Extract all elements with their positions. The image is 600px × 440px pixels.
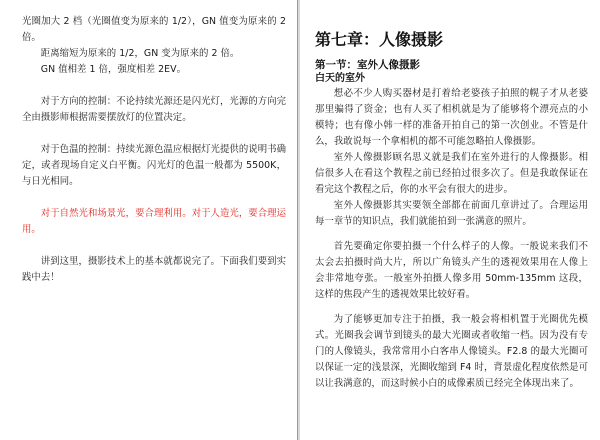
paragraph-outdoor-definition: 室外人像摄影顾名思义就是我们在室外进行的人像摄影。相信很多人在看这个教程之前已经拍过很多次了。但是我敢保证在看完这个教程之后，你的水平会有很大的进步。	[315, 152, 588, 195]
paragraph-conclusion: 讲到这里，摄影技术上的基本就都说完了。下面我们要到实践中去！	[22, 256, 286, 283]
paragraph-direction-control: 对于方向的控制：不论持续光源还是闪光灯，光源的方向完全由摄影师根据需要摆放灯的位置决定。	[22, 96, 286, 123]
paragraph-key-points: 室外人像摄影其实要领全部都在前面几章讲过了。合理运用每一章节的知识点，我们就能拍到一张满意的照片。	[315, 200, 588, 227]
section-title: 第一节：室外人像摄影	[315, 59, 420, 71]
paragraph-aperture-gn: 光圈加大 2 档（光圈值变为原来的 1/2），GN 值变为原来的 2 倍。	[22, 16, 286, 43]
chapter-title: 第七章：人像摄影	[315, 30, 444, 49]
paragraph-distance-gn: 距离缩短为原来的 1/2，GN 变为原来的 2 倍。	[40, 48, 240, 59]
paragraph-gn-ev: GN 值相差 1 倍，强度相差 2EV。	[40, 64, 187, 75]
page-divider	[297, 0, 300, 440]
paragraph-natural-light-highlight: 对于自然光和场景光，要合理利用。对于人造光，要合理运用。	[22, 208, 286, 235]
right-page	[301, 0, 600, 440]
sub-title: 白天的室外	[315, 73, 365, 84]
paragraph-lens-choice: 首先要确定你要拍摄一个什么样子的人像。一般说来我们不太会去拍摄时尚大片，所以广角镜头产生的透视效果用在人像上会非常地夸张。一般室外拍摄人像多用 50mm-135mm 这段，这样的焦段产生的透视效果比较好看。	[315, 241, 588, 300]
paragraph-aperture-priority: 为了能够更加专注于拍摄，我一般会将相机置于光圈优先模式。光圈我会调节到镜头的最大光圈或者收缩一档。因为没有专门的人像镜头，我常常用小白客串人像镜头。F2.8 的最大光圈可以保证一定的浅景深，光圈收缩到 F4 时，背景虚化程度依然是可以让我满意的，而这时候小白的成像素质已经完全体现出来了。	[315, 314, 588, 389]
left-page	[0, 0, 298, 440]
paragraph-color-temperature: 对于色温的控制：持续光源色温应根据灯光提供的说明书确定，或者现场自定义白平衡。闪光灯的色温一般都为 5500K，与日光相同。	[22, 144, 286, 187]
paragraph-intro: 想必不少人购买器材是打着给老婆孩子拍照的幌子才从老婆那里骗得了资金；也有人买了相机就是为了能够将个漂亮点的小模特；也有像小韩一样的准备开拍自己的第一次创业。不管是什么，我敢说每一个拿相机的都不可能忽略拍人像摄影。	[315, 88, 588, 147]
